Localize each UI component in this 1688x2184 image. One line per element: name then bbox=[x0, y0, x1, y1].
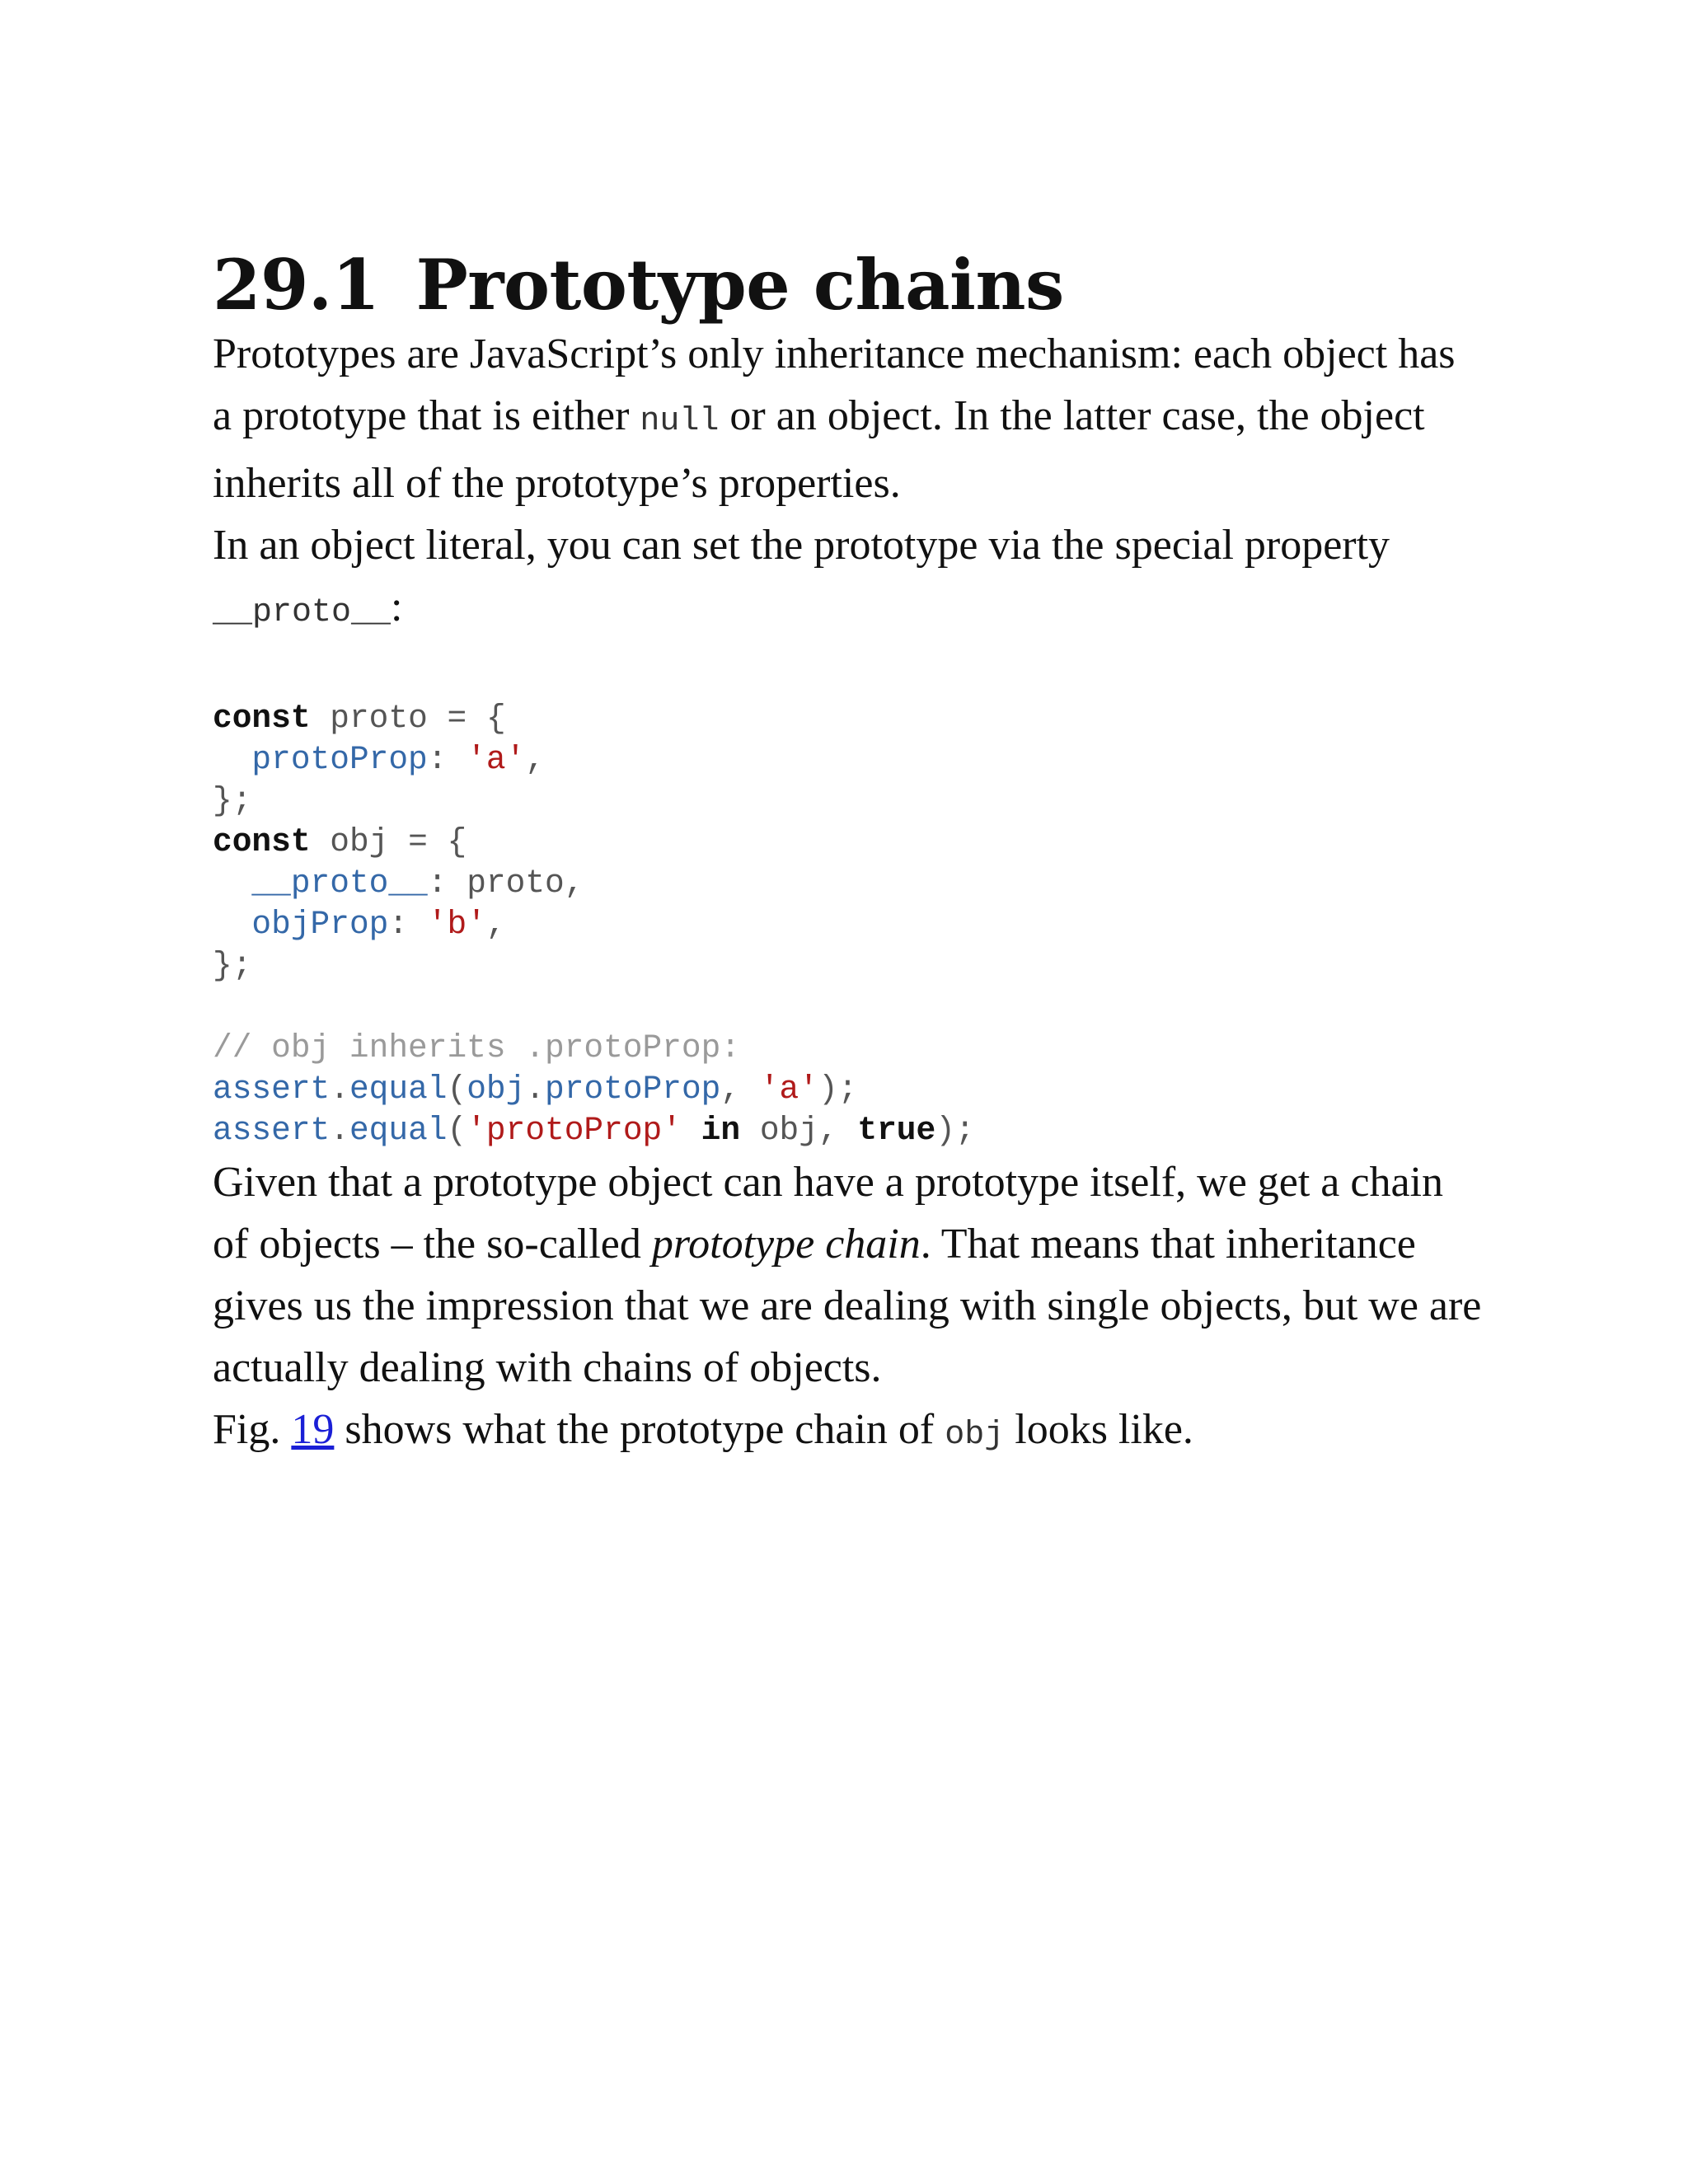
code-line-8-blank bbox=[213, 987, 1482, 1028]
code-line-6 bbox=[213, 904, 1482, 945]
code-line-1 bbox=[213, 698, 1482, 739]
code-property: protoProp bbox=[545, 1071, 721, 1108]
code-method: equal bbox=[349, 1112, 448, 1150]
code-punctuation: { bbox=[447, 823, 467, 861]
code-property: protoProp bbox=[251, 741, 428, 779]
code-string: 'protoProp' bbox=[467, 1112, 682, 1150]
code-keyword: const bbox=[213, 823, 311, 861]
inline-code-proto: __proto__ bbox=[213, 594, 392, 632]
paragraph-figure-ref bbox=[213, 1399, 1482, 1466]
code-identifier: obj bbox=[467, 1071, 526, 1108]
code-punctuation: ( bbox=[447, 1071, 467, 1108]
figure-19-link[interactable]: 19 bbox=[291, 1406, 335, 1454]
code-line-11 bbox=[213, 1110, 1482, 1151]
code-punctuation: ); bbox=[818, 1071, 858, 1108]
code-punctuation: : bbox=[427, 865, 448, 902]
text-span: or an object. In the latter case, the object inherits all of the prototype’s properties. bbox=[213, 392, 1425, 508]
code-punctuation: . bbox=[525, 1071, 546, 1108]
code-punctuation: , bbox=[564, 865, 584, 902]
code-comment: // obj inherits .protoProp: bbox=[213, 1029, 741, 1067]
code-property: __proto__ bbox=[251, 865, 428, 902]
code-example bbox=[213, 698, 1482, 1151]
code-line-9 bbox=[213, 1028, 1482, 1069]
emphasis-prototype-chain: prototype chain bbox=[651, 1221, 921, 1268]
paragraph-prototypes-intro bbox=[213, 323, 1482, 514]
paragraph-object-literal bbox=[213, 514, 1482, 644]
code-keyword: in bbox=[701, 1112, 741, 1150]
code-object: assert bbox=[213, 1071, 331, 1108]
code-line-3 bbox=[213, 780, 1482, 822]
section-title-text: Prototype chains bbox=[415, 244, 1064, 326]
section-heading bbox=[213, 244, 1482, 326]
code-keyword: const bbox=[213, 700, 311, 738]
inline-code-obj: obj bbox=[945, 1417, 1005, 1455]
text-span: shows what the prototype chain of bbox=[334, 1406, 945, 1454]
code-punctuation: , bbox=[525, 741, 546, 779]
code-identifier: obj bbox=[330, 823, 389, 861]
code-string: 'a' bbox=[467, 741, 526, 779]
code-keyword: true bbox=[857, 1112, 936, 1150]
code-method: equal bbox=[349, 1071, 448, 1108]
code-line-7 bbox=[213, 945, 1482, 987]
text-span: . That means that inheritance gives us the impression that we are dealing with single objects, but we are actually dealing with chains of objects. bbox=[213, 1221, 1482, 1392]
code-operator: = bbox=[408, 823, 428, 861]
text-span: : bbox=[391, 583, 403, 631]
code-line-2 bbox=[213, 739, 1482, 780]
code-punctuation: . bbox=[330, 1112, 349, 1150]
code-string: 'b' bbox=[427, 906, 486, 944]
code-identifier: proto bbox=[467, 865, 565, 902]
code-object: assert bbox=[213, 1112, 331, 1150]
code-property: objProp bbox=[251, 906, 389, 944]
code-operator: = bbox=[447, 700, 467, 738]
code-punctuation: , bbox=[818, 1112, 838, 1150]
code-punctuation: . bbox=[330, 1071, 349, 1108]
code-punctuation: }; bbox=[213, 782, 252, 820]
code-punctuation: ( bbox=[447, 1112, 467, 1150]
paragraph-prototype-chain bbox=[213, 1151, 1482, 1399]
code-string: 'a' bbox=[759, 1071, 818, 1108]
inline-code-null: null bbox=[640, 403, 720, 441]
code-identifier: proto bbox=[330, 700, 428, 738]
code-punctuation: , bbox=[720, 1071, 741, 1108]
code-punctuation: : bbox=[427, 741, 448, 779]
code-line-5 bbox=[213, 863, 1482, 904]
code-line-10 bbox=[213, 1069, 1482, 1110]
text-span: In an object literal, you can set the prototype via the special property bbox=[213, 522, 1390, 569]
code-punctuation: { bbox=[485, 700, 506, 738]
code-punctuation: }; bbox=[213, 947, 252, 985]
code-line-4 bbox=[213, 822, 1482, 863]
section-number: 29.1 bbox=[213, 244, 380, 326]
code-punctuation: , bbox=[485, 906, 506, 944]
text-span: Given that a prototype object can have a prototype itself, we get a chain of objects – the so-called bbox=[213, 1159, 1443, 1268]
text-span: Prototypes are JavaScript’s only inheritance mechanism: each object has a prototype that is either bbox=[213, 330, 1456, 440]
page-content bbox=[213, 244, 1482, 1466]
text-span: Fig. bbox=[213, 1406, 292, 1454]
code-identifier: obj bbox=[759, 1112, 818, 1150]
code-punctuation: : bbox=[388, 906, 409, 944]
text-span: looks like. bbox=[1004, 1406, 1193, 1454]
code-punctuation: ); bbox=[935, 1112, 975, 1150]
